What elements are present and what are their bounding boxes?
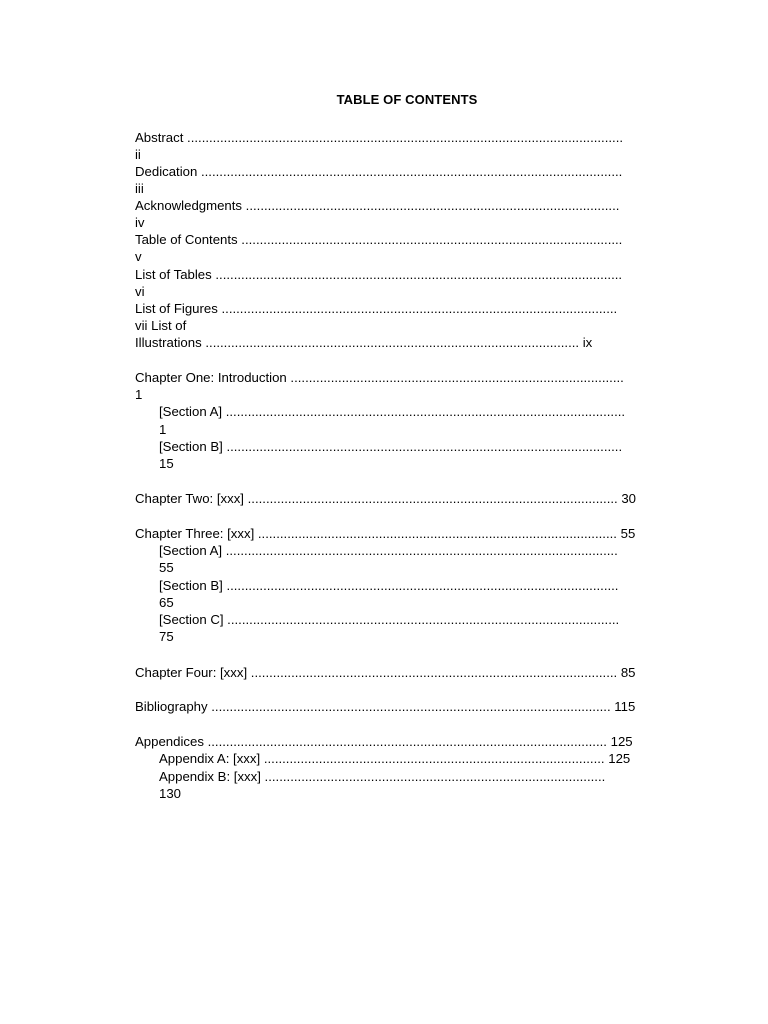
toc-entry-acknowledgments: Acknowledgments ......................................................................................................: [135, 198, 620, 213]
toc-entry-section: [Section A] ...........................................................................................................: [159, 543, 618, 558]
toc-entry-dedication: Dedication ...................................................................................................................: [135, 164, 623, 179]
toc-entry-bibliography: Bibliography ............................................................................................................. 115: [135, 699, 636, 714]
toc-page-number: 1: [159, 422, 167, 437]
toc-page-number: iv: [135, 215, 145, 230]
toc-page-number: 15: [159, 456, 174, 471]
toc-page-number: 130: [159, 786, 182, 801]
toc-entry-section: [Section B] ............................................................................................................: [159, 439, 623, 454]
toc-entry-section: [Section C] ...........................................................................................................: [159, 612, 620, 627]
toc-entry-appendix: Appendix A: [xxx] ............................................................................................. 125: [159, 751, 631, 766]
toc-entry-section: [Section A] .............................................................................................................: [159, 404, 626, 419]
toc-page-number: 55: [159, 560, 174, 575]
toc-entry-list-of-figures: List of Figures ............................................................................................................: [135, 301, 618, 316]
toc-entry-chapter-two: Chapter Two: [xxx] ..................................................................................................... 30: [135, 491, 637, 506]
toc-entry-table-of-contents: Table of Contents ........................................................................................................: [135, 232, 623, 247]
toc-entry-list-of-tables: List of Tables ...............................................................................................................: [135, 267, 623, 282]
toc-entry-appendices: Appendices ............................................................................................................. 125: [135, 734, 633, 749]
toc-entry-chapter-three: Chapter Three: [xxx] .................................................................................................. 55: [135, 526, 636, 541]
toc-entry-appendix: Appendix B: [xxx] .............................................................................................: [159, 769, 606, 784]
toc-entry-list-of-illustrations: Illustrations ...................................................................................................... ix: [135, 335, 593, 350]
toc-page-number: ii: [135, 147, 141, 162]
toc-page-number: vi: [135, 284, 145, 299]
page-title: TABLE OF CONTENTS: [336, 92, 478, 107]
toc-page-number: vii List of: [135, 318, 187, 333]
toc-entry-chapter-one: Chapter One: Introduction ...........................................................................................: [135, 370, 624, 385]
toc-entry-chapter-four: Chapter Four: [xxx] .................................................................................................... 85: [135, 665, 636, 680]
toc-page-number: 75: [159, 629, 174, 644]
toc-page-number: v: [135, 249, 142, 264]
toc-page-number: 65: [159, 595, 174, 610]
toc-page-number: 1: [135, 387, 143, 402]
toc-page-number: iii: [135, 181, 144, 196]
toc-entry-abstract: Abstract .......................................................................................................................: [135, 130, 624, 145]
toc-entry-section: [Section B] ...........................................................................................................: [159, 578, 619, 593]
